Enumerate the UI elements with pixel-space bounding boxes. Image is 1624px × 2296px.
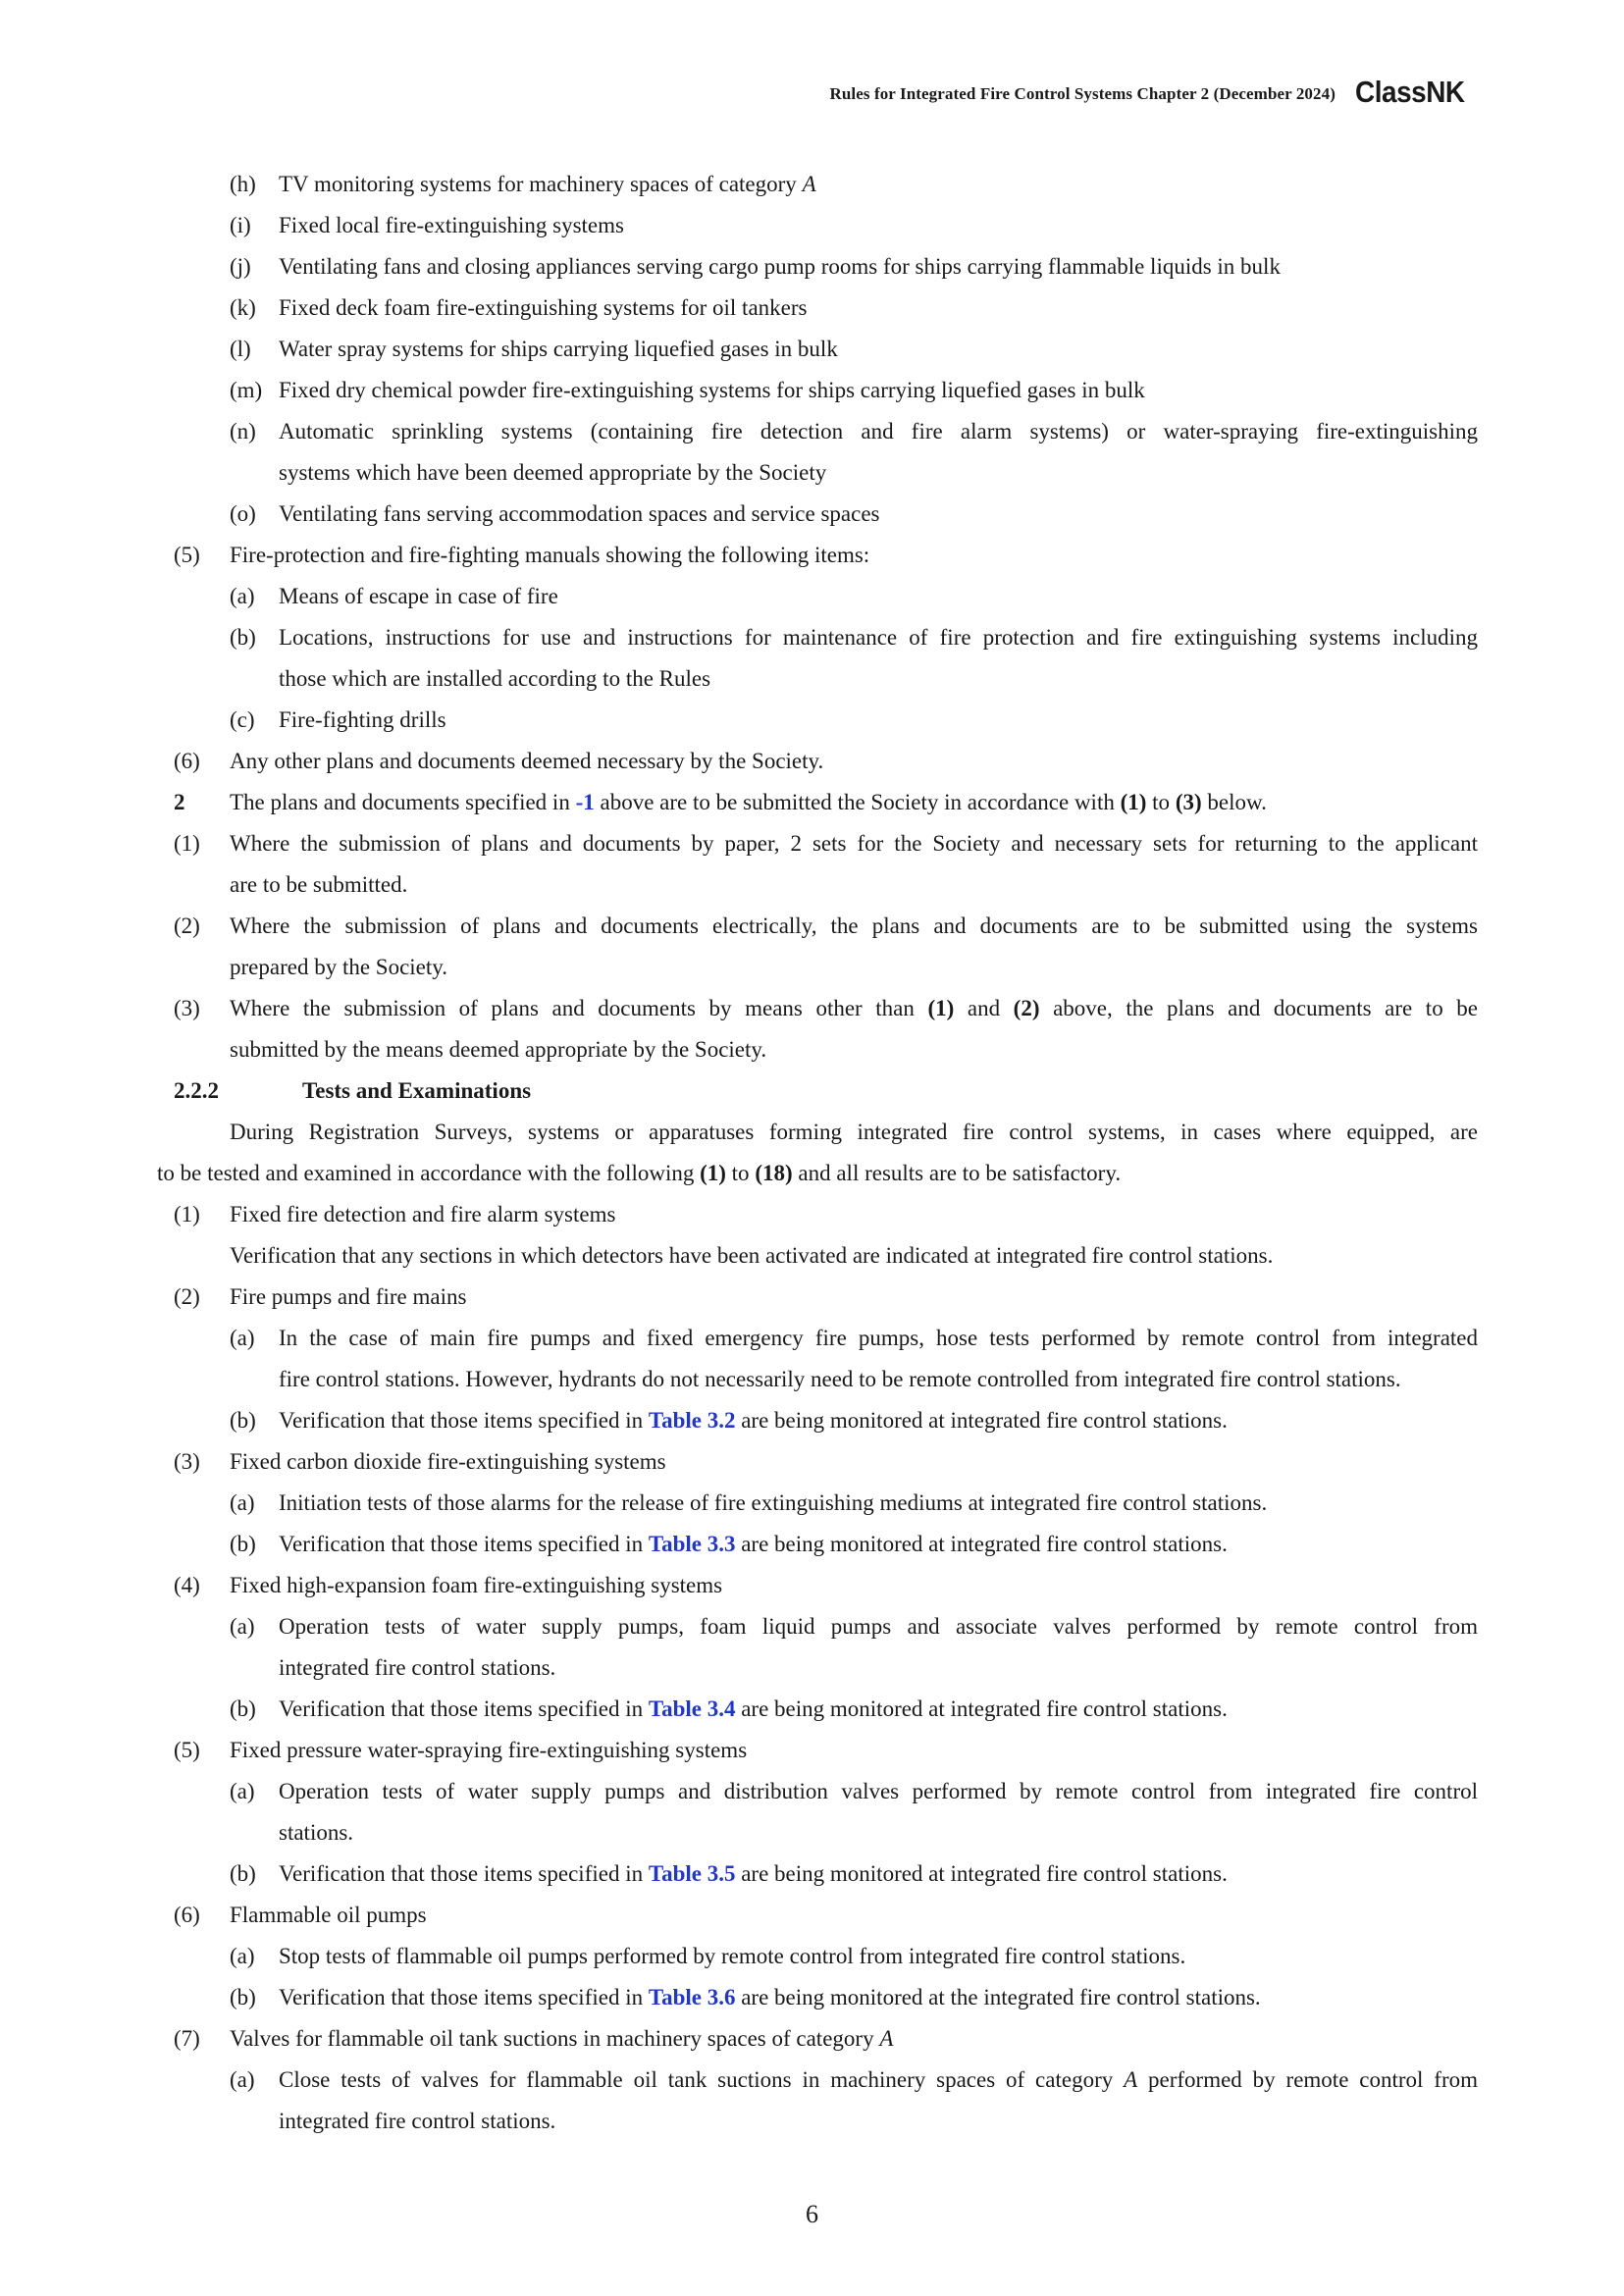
page-number: 6 [806, 2200, 818, 2228]
list-item: (6) Any other plans and documents deemed necessary by the Society. [174, 749, 824, 773]
list-item: (4) Fixed high-expansion foam fire-extinguishing systems [174, 1573, 723, 1597]
table-reference-link[interactable]: Table 3.2 [648, 1408, 736, 1433]
list-item: (6) Flammable oil pumps [174, 1903, 427, 1927]
section-heading [157, 1070, 1478, 1112]
list-item: (1) Where the submission of plans and documents by paper, 2 sets for the Society and necessary sets for returning to the applicant [174, 831, 1478, 856]
list-item-continuation: are to be submitted. [230, 872, 408, 897]
list-item-continuation: prepared by the Society. [230, 955, 448, 979]
list-item: (2) Where the submission of plans and documents electrically, the plans and documents are to be submitted using the systems [174, 913, 1478, 938]
paragraph-2: 2 The plans and documents specified in -1 above are to be submitted the Society in accordance with (1) to (3) below. [174, 790, 1267, 814]
intro-paragraph: During Registration Surveys, systems or apparatuses forming integrated fire control systems, in cases where equipped, are [230, 1120, 1478, 1144]
list-item-continuation: systems which have been deemed appropriate by the Society [279, 460, 827, 485]
list-item: (c) Fire-fighting drills [230, 707, 446, 732]
list-item: (a) Operation tests of water supply pumps, foam liquid pumps and associate valves performed by remote control from [230, 1614, 1478, 1639]
list-item-continuation: stations. [279, 1820, 354, 1845]
section-title: Tests and Examinations [302, 1078, 532, 1103]
list-item: (k) Fixed deck foam fire-extinguishing systems for oil tankers [230, 295, 808, 320]
list-item: (b) Verification that those items specified in Table 3.2 are being monitored at integrated fire control stations. [230, 1408, 1228, 1433]
classnk-logo: ClassNK [1355, 75, 1465, 109]
list-item: (3) Fixed carbon dioxide fire-extinguishing systems [174, 1449, 666, 1474]
section-number: 2.2.2 [174, 1078, 219, 1103]
list-item: (2) Fire pumps and fire mains [174, 1284, 467, 1309]
cross-reference-link[interactable]: -1 [575, 790, 595, 814]
list-item: (a) Initiation tests of those alarms for the release of fire extinguishing mediums at integrated fire control stations. [230, 1490, 1268, 1515]
list-item-continuation: submitted by the means deemed appropriate by the Society. [230, 1037, 767, 1062]
list-item-continuation: those which are installed according to the Rules [279, 666, 711, 691]
list-item: (1) Fixed fire detection and fire alarm systems [174, 1202, 616, 1226]
header-title: Rules for Integrated Fire Control Systems Chapter 2 (December 2024) [829, 84, 1336, 103]
list-item-continuation: integrated fire control stations. [279, 1655, 556, 1680]
list-item: (a) Stop tests of flammable oil pumps performed by remote control from integrated fire control stations. [230, 1944, 1186, 1968]
list-item: (b) Verification that those items specified in Table 3.6 are being monitored at the integrated fire control stations. [230, 1985, 1261, 2009]
list-item: (o) Ventilating fans serving accommodation spaces and service spaces [230, 501, 880, 526]
table-reference-link[interactable]: Table 3.5 [648, 1861, 736, 1886]
list-item: (b) Verification that those items specified in Table 3.4 are being monitored at integrated fire control stations. [230, 1696, 1228, 1721]
list-item: (5) Fire-protection and fire-fighting manuals showing the following items: [174, 543, 870, 567]
list-item: (3) Where the submission of plans and documents by means other than (1) and (2) above, the plans and documents are to be [174, 996, 1478, 1020]
list-item-continuation: fire control stations. However, hydrants do not necessarily need to be remote controlled from integrated fire control stations. [279, 1367, 1401, 1391]
list-item: (b) Verification that those items specified in Table 3.3 are being monitored at integrated fire control stations. [230, 1532, 1228, 1556]
list-item: (n) Automatic sprinkling systems (containing fire detection and fire alarm systems) or water-spraying fire-extinguishing [230, 419, 1478, 444]
list-item: (a) In the case of main fire pumps and fixed emergency fire pumps, hose tests performed by remote control from integrated [230, 1326, 1478, 1350]
list-item: (b) Verification that those items specified in Table 3.5 are being monitored at integrated fire control stations. [230, 1861, 1228, 1886]
list-item: (m) Fixed dry chemical powder fire-extinguishing systems for ships carrying liquefied gases in bulk [230, 378, 1145, 402]
table-reference-link[interactable]: Table 3.3 [648, 1532, 736, 1556]
intro-paragraph-continuation: to be tested and examined in accordance with the following (1) to (18) and all results are to be satisfactory. [157, 1161, 1122, 1185]
table-reference-link[interactable]: Table 3.6 [648, 1985, 736, 2009]
list-item: (5) Fixed pressure water-spraying fire-extinguishing systems [174, 1738, 748, 1762]
table-reference-link[interactable]: Table 3.4 [648, 1696, 736, 1721]
list-item: (7) Valves for flammable oil tank suctions in machinery spaces of category A [174, 2026, 894, 2051]
list-item: (a) Means of escape in case of fire [230, 584, 558, 608]
list-item: (a) Close tests of valves for flammable oil tank suctions in machinery spaces of category A performed by remote control from [230, 2067, 1478, 2092]
list-item-continuation: integrated fire control stations. [279, 2109, 556, 2133]
list-item: (h) TV monitoring systems for machinery spaces of category A [230, 172, 816, 196]
document-body [157, 164, 1478, 2142]
list-item: (j) Ventilating fans and closing appliances serving cargo pump rooms for ships carrying flammable liquids in bulk [230, 254, 1281, 279]
page-header [829, 77, 1477, 112]
list-item: (i) Fixed local fire-extinguishing systems [230, 213, 624, 237]
list-item: (l) Water spray systems for ships carrying liquefied gases in bulk [230, 337, 838, 361]
list-item: (b) Locations, instructions for use and instructions for maintenance of fire protection and fire extinguishing systems including [230, 625, 1478, 650]
list-item: (a) Operation tests of water supply pumps and distribution valves performed by remote control from integrated fire control [230, 1779, 1478, 1803]
list-item-body: Verification that any sections in which detectors have been activated are indicated at integrated fire control stations. [230, 1243, 1274, 1268]
